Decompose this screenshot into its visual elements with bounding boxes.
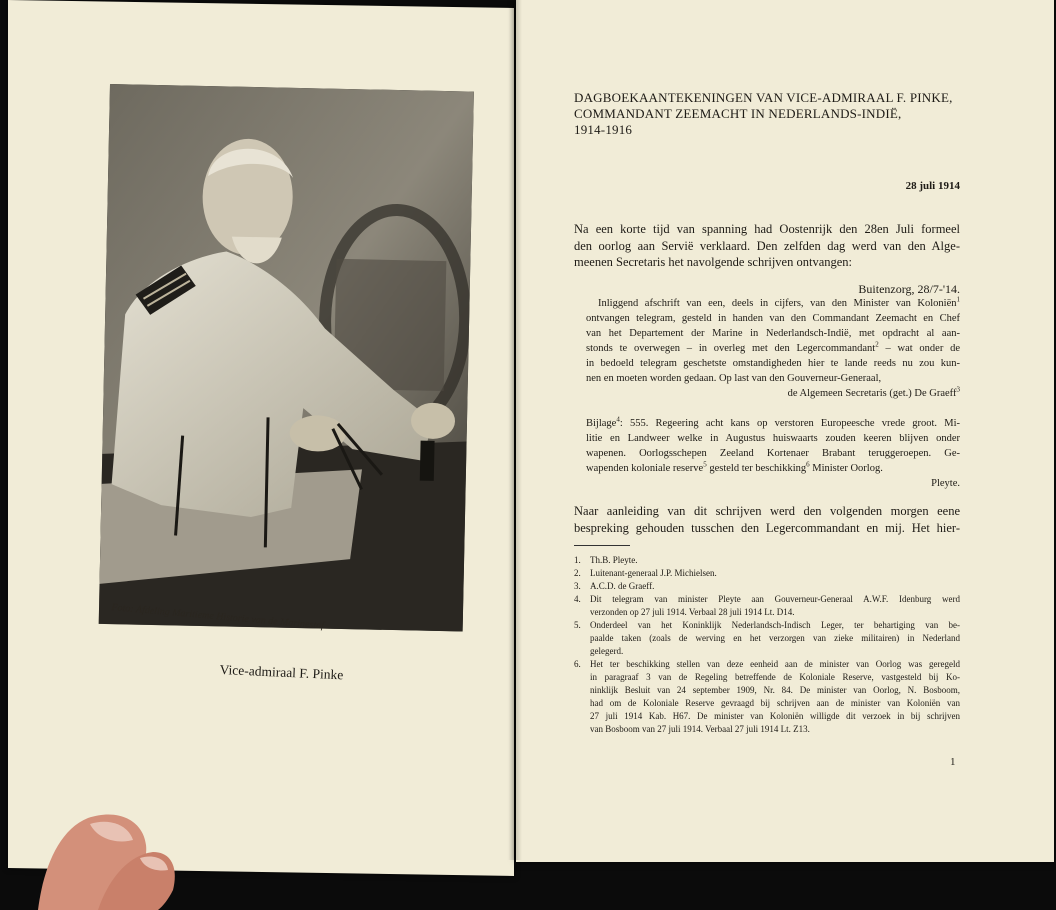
text-line: nen en moeten worden gedaan. Op last van den Gouverneur-Generaal, bbox=[586, 373, 882, 384]
book-gutter bbox=[508, 0, 522, 860]
text-line: Na een korte tijd van spanning had Oostenrijk den 28en Juli formeel bbox=[574, 222, 960, 236]
footnote-rule bbox=[574, 545, 630, 546]
bijlage-block bbox=[586, 416, 960, 491]
article-title bbox=[574, 90, 953, 138]
text-line: litie en Landweer welke in Augustus huiswaarts zouden keeren blijven onder bbox=[586, 433, 960, 444]
photo-caption: Vice-admiraal F. Pinke bbox=[219, 662, 344, 683]
text-line: den oorlog aan Servië verklaard. Den zelfden dag werd van den Alge- bbox=[574, 238, 960, 253]
footnote: 2. Luitenant-generaal J.P. Michielsen. bbox=[574, 568, 717, 578]
text-line: van het Departement der Marine in Nederlandsch-Indië, met opdracht al aan- bbox=[586, 328, 960, 339]
intro-paragraph bbox=[574, 221, 960, 271]
page-number: 1 bbox=[950, 756, 956, 768]
text-line: ontvangen telegram, gesteld in handen van den Commandant Zeemacht en Chef bbox=[586, 313, 960, 324]
text-line: wapenen. Oorlogsschepen Zeeland Kortenaer Brabant teruggeroepen. Ge- bbox=[586, 448, 960, 459]
text-line: stonds te overwegen – in overleg met den Legercommandant$^2$ – wat onder de bbox=[586, 340, 961, 354]
footnote: 1. Th.B. Pleyte. bbox=[574, 555, 638, 565]
title-line: 1914-1916 bbox=[574, 122, 633, 137]
text-line: in bedoeld telegram geschetste omstandigheden hier te lande reeds nu zou kun- bbox=[586, 358, 960, 369]
text-line: wapenden koloniale reserve$^5$ gesteld ter beschikking$^6$ Minister Oorlog. bbox=[586, 460, 883, 474]
footnotes bbox=[574, 554, 960, 736]
text-line: Naar aanleiding van dit schrijven werd den volgenden morgen eene bbox=[574, 504, 960, 518]
footnote: 3. A.C.D. de Graeff. bbox=[574, 581, 655, 591]
letter-body bbox=[586, 296, 960, 401]
thumb-image bbox=[28, 800, 178, 910]
footnote: 5. Onderdeel van het Koninklijk Nederlandsch-Indisch Leger, ter behartiging van be- paalde taken (zoals de werving en het verzorgen van zieke militairen) in Nederland gelegerd. bbox=[574, 620, 960, 656]
text-line: bespreking gehouden tusschen den Legercommandant en mij. Het hier- bbox=[574, 520, 960, 535]
follow-paragraph bbox=[574, 503, 960, 536]
text-line: meenen Secretaris het navolgende schrijven ontvangen: bbox=[574, 255, 853, 269]
title-line: COMMANDANT ZEEMACHT IN NEDERLANDS-INDIË, bbox=[574, 106, 902, 121]
bijlage-signer: Pleyte. bbox=[931, 478, 960, 489]
photo-credit: Foto: Afdeling Maritieme Historie van de Marinestaf bbox=[111, 602, 325, 632]
letter-signature: de Algemeen Secretaris (get.) De Graeff$^3$ bbox=[787, 385, 960, 399]
footnote: 4. Dit telegram van minister Pleyte aan Gouverneur-Generaal A.W.F. Idenburg werd verzonden op 27 juli 1914. Verbaal 28 juli 1914 Lt. D14. bbox=[574, 594, 960, 617]
text-line: Bijlage$^4$: 555. Regeering acht kans op verstoren Europeesche vrede groot. Mi- bbox=[586, 415, 960, 429]
letter-place-date: Buitenzorg, 28/7-'14. bbox=[858, 282, 960, 296]
footnote: 6. Het ter beschikking stellen van deze eenheid aan de minister van Oorlog was geregeld in paragraaf 3 van de Regeling betreffende de Koloniale Reserve, vastgesteld bij Ko- ninklijk Besluit van 24 september 1909, Nr. 84. De minister van Oorlog, N. Bosboom, had om de Koloniale Reserve gevraagd bij schrijven aan de minister van Koloniën van 27 juli 1914 Kab. H67. De minister van Koloniën willigde dit verzoek in bij schrijven van Bosboom van 27 juli 1914. Verbaal 27 juli 1914 Lt. Z13. bbox=[574, 659, 960, 734]
text-line: Inliggend afschrift van een, deels in cijfers, van den Minister van Koloniën$^1$ bbox=[598, 295, 960, 309]
title-line: DAGBOEKAANTEKENINGEN VAN VICE-ADMIRAAL F. PINKE, bbox=[574, 90, 953, 105]
entry-date: 28 juli 1914 bbox=[905, 180, 960, 192]
portrait-photo bbox=[99, 84, 474, 632]
